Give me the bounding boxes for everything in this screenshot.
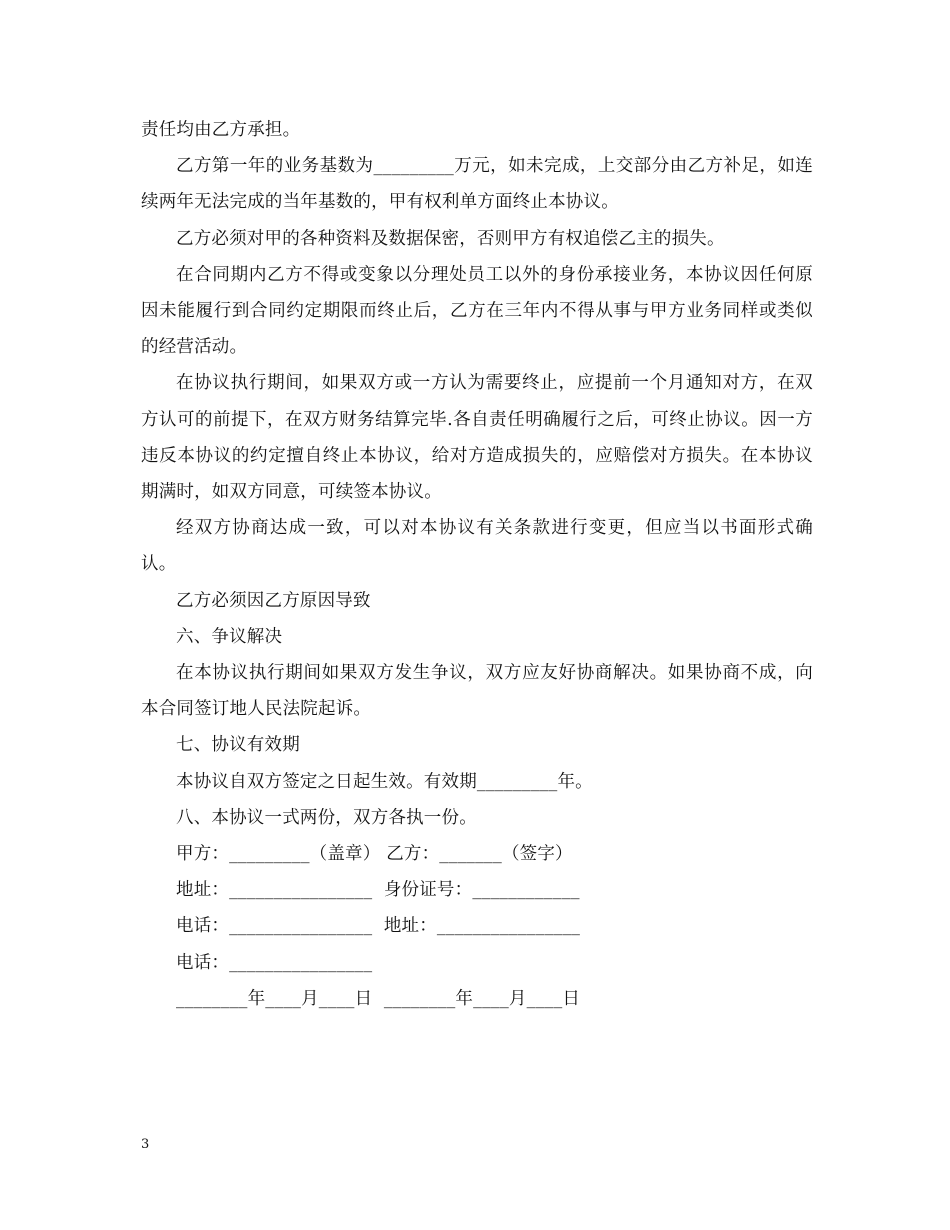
signature-line-address-id: 地址：________________ 身份证号：____________ (176, 880, 580, 901)
paragraph-amendment: 经双方协商达成一致，可以对本协议有关条款进行变更，但应当以书面形式确认。 (141, 518, 813, 575)
section-heading-validity: 七、协议有效期 (176, 735, 300, 756)
paragraph-business-base: 乙方第一年的业务基数为_________万元，如未完成，上交部分由乙方补足，如连续两年无法完成的当年基数的，甲有权利单方面终止本协议。 (141, 156, 813, 213)
paragraph-termination: 在协议执行期间，如果双方或一方认为需要终止，应提前一个月通知对方，在双方认可的前提下，在双方财务结算完毕.各自责任明确履行之后，可终止协议。因一方违反本协议的约定擅自终止本协议，给对方造成损失的，应赔偿对方损失。在本协议期满时，如双方同意，可续签本协议。 (141, 373, 813, 503)
section-heading-copies: 八、本协议一式两份，双方各执一份。 (176, 807, 477, 828)
paragraph-liability-continued: 责任均由乙方承担。 (141, 120, 301, 140)
signature-line-phone-address: 电话：________________ 地址：________________ (176, 916, 581, 937)
section-heading-dispute: 六、争议解决 (176, 626, 283, 647)
paragraph-party-b-cause: 乙方必须因乙方原因导致 (176, 590, 371, 611)
signature-line-phone: 电话：________________ (176, 952, 373, 973)
paragraph-dispute-resolution: 在本协议执行期间如果双方发生争议，双方应友好协商解决。如果协商不成，向本合同签订地人民法院起诉。 (141, 663, 813, 720)
paragraph-confidentiality: 乙方必须对甲的各种资料及数据保密，否则甲方有权追偿乙主的损失。 (176, 228, 725, 249)
signature-line-parties: 甲方：_________（盖章） 乙方：_______（签字） (176, 844, 573, 865)
paragraph-validity-period: 本协议自双方签定之日起生效。有效期_________年。 (176, 771, 593, 792)
paragraph-non-compete: 在合同期内乙方不得或变象以分理处员工以外的身份承接业务，本协议因任何原因未能履行到合同约定期限而终止后，乙方在三年内不得从事与甲方业务同样或类似的经营活动。 (141, 264, 813, 358)
page-number: 3 (141, 1137, 150, 1152)
signature-line-dates: ________年____月____日 ________年____月____日 (176, 988, 581, 1009)
document-body (141, 112, 813, 1017)
